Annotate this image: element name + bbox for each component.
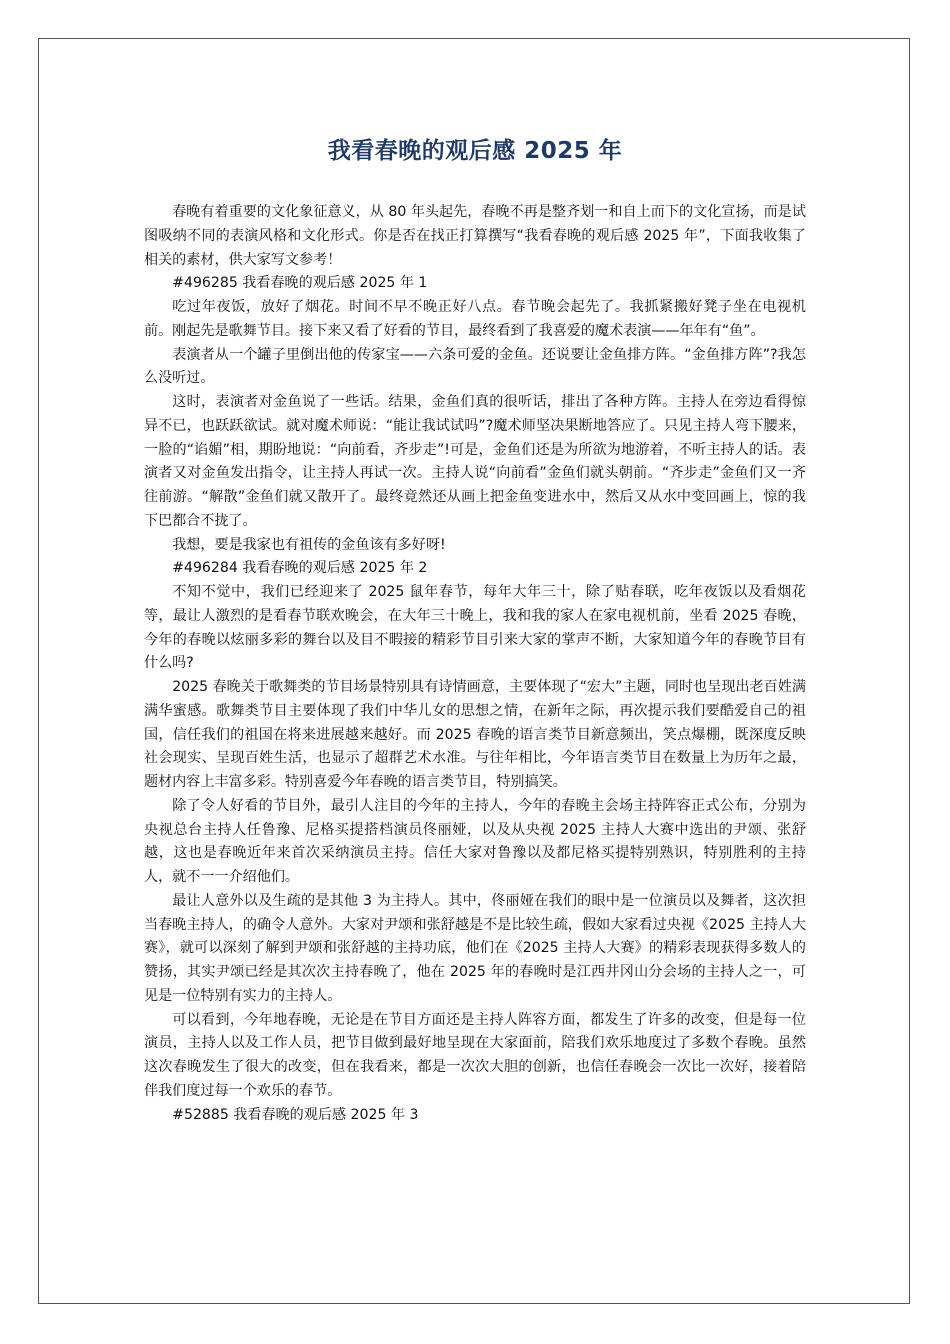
document-body [144, 201, 806, 1127]
paragraph: 除了令人好看的节目外，最引人注目的今年的主持人，今年的春晚主会场主持阵容正式公布，分别为央视总台主持人任鲁豫、尼格买提搭档演员佟丽娅，以及从央视 2025 主持人大赛中选出的尹颂、张舒越，这也是春晚近年来首次采纳演员主持。信任大家对鲁豫以及都尼格买提特别熟识，特别胜利的主持人，就不一一介绍他们。 [144, 797, 806, 885]
section-heading: #496284 我看春晚的观后感 2025 年 2 [172, 560, 428, 577]
section-heading: #496285 我看春晚的观后感 2025 年 1 [172, 275, 428, 292]
paragraph: 不知不觉中，我们已经迎来了 2025 鼠年春节，每年大年三十，除了贴春联，吃年夜饭以及看烟花等，最让人激烈的是看春节联欢晚会，在大年三十晚上，我和我的家人在家电视机前，坐看 2025 春晚，今年的春晚以炫丽多彩的舞台以及目不暇接的精彩节目引来大家的掌声不断，大家知道今年的春晚节目有什么吗? [144, 584, 806, 672]
paragraph: 这时，表演者对金鱼说了一些话。结果，金鱼们真的很听话，排出了各种方阵。主持人在旁边看得惊异不已，也跃跃欲试。就对魔术师说：“能让我试试吗”?魔术师坚决果断地答应了。只见主持人弯下腰来，一脸的“谄媚”相，期盼地说：“向前看，齐步走”!可是，金鱼们还是为所欲为地游着，不听主持人的话。表演者又对金鱼发出指令，让主持人再试一次。主持人说“向前看”金鱼们就头朝前。“齐步走”金鱼们又一齐往前游。“解散”金鱼们就又散开了。最终竟然还从画上把金鱼变进水中，然后又从水中变回画上，惊的我下巴都合不拢了。 [144, 394, 806, 529]
section-heading: #52885 我看春晚的观后感 2025 年 3 [172, 1106, 419, 1123]
document-title: 我看春晚的观后感 2025 年 [327, 138, 623, 164]
paragraph: 最让人意外以及生疏的是其他 3 为主持人。其中，佟丽娅在我们的眼中是一位演员以及舞者，这次担当春晚主持人，的确令人意外。大家对尹颂和张舒越是不是比较生疏，假如大家看过央视《2025 主持人大赛》，就可以深刻了解到尹颂和张舒越的主持功底，他们在《2025 主持人大赛》的精彩表现获得多数人的赞扬，其实尹颂已经是其次次主持春晚了，他在 2025 年的春晚时是江西井冈山分会场的主持人之一，可见是一位特别有实力的主持人。 [144, 892, 806, 1004]
paragraph: 春晚有着重要的文化象征意义，从 80 年头起先，春晚不再是整齐划一和自上而下的文化宣扬，而是试图吸纳不同的表演风格和文化形式。你是否在找正打算撰写“我看春晚的观后感 2025 年”，下面我收集了相关的素材，供大家写文参考！ [144, 204, 806, 268]
paragraph: 表演者从一个罐子里倒出他的传家宝——六条可爱的金鱼。还说要让金鱼排方阵。“金鱼排方阵”?我怎么没听过。 [144, 346, 806, 387]
paragraph: 可以看到，今年地春晚，无论是在节目方面还是主持人阵容方面，都发生了许多的改变，但是每一位演员，主持人以及工作人员，把节目做到最好地呈现在大家面前，陪我们欢乐地度过了多数个春晚。虽然这次春晚发生了很大的改变，但在我看来，都是一次次大胆的创新，也信任春晚会一次比一次好，接着陪伴我们度过每一个欢乐的春节。 [144, 1011, 806, 1099]
paragraph: 吃过年夜饭，放好了烟花。时间不早不晚正好八点。春节晚会起先了。我抓紧搬好凳子坐在电视机前。刚起先是歌舞节目。接下来又看了好看的节目，最终看到了我喜爱的魔术表演——年年有“鱼”。 [144, 299, 806, 339]
paragraph: 2025 春晚关于歌舞类的节目场景特别具有诗情画意，主要体现了“宏大”主题，同时也呈现出老百姓满满华蜜感。歌舞类节目主要体现了我们中华儿女的思想之情，在新年之际，再次提示我们要酷爱自己的祖国，信任我们的祖国在将来进展越来越好。而 2025 春晚的语言类节目新意频出，笑点爆棚，既深度反映社会现实、呈现百姓生活，也显示了超群艺术水准。与往年相比，今年语言类节目在数量上为历年之最，题材内容上丰富多彩。特别喜爱今年春晚的语言类节目，特别搞笑。 [144, 679, 806, 790]
paragraph: 我想，要是我家也有祖传的金鱼该有多好呀! [172, 536, 446, 553]
